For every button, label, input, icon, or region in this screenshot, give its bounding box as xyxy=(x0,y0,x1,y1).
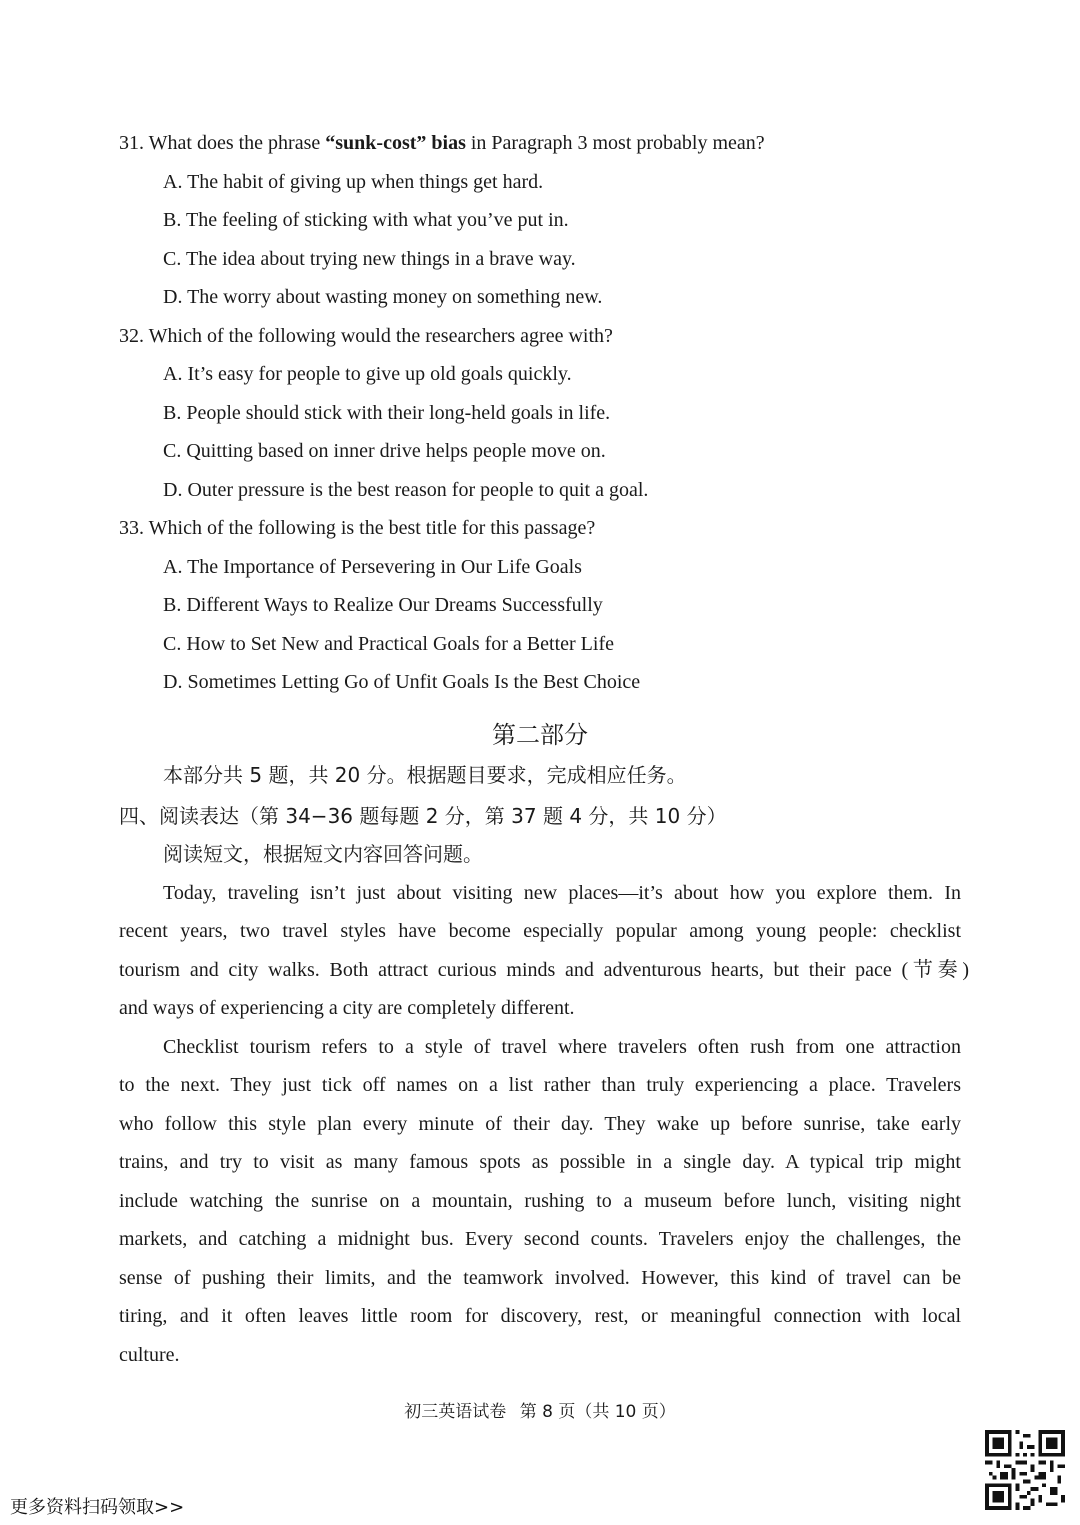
reading-instruction: 阅读短文，根据短文内容回答问题。 xyxy=(163,842,483,866)
passage-p2-line-1: Checklist tourism refers to a style of travel where travelers often rush from one attraction xyxy=(163,1036,961,1058)
question-31-stem-start: 31. What does the phrase xyxy=(119,132,326,154)
question-31-stem xyxy=(119,130,765,156)
question-32-stem: 32. Which of the following would the researchers agree with? xyxy=(119,325,613,347)
page-footer xyxy=(0,1398,1080,1425)
section-four-title: 四、阅读表达（第 34−36 题每题 2 分，第 37 题 4 分，共 10 分） xyxy=(119,804,727,828)
question-31-phrase: “sunk-cost” bias xyxy=(325,132,466,154)
passage-p1-line-4: and ways of experiencing a city are completely different. xyxy=(119,997,575,1019)
part-two-heading: 第二部分 xyxy=(492,721,588,749)
passage-p1-line-2: recent years, two travel styles have become especially popular among young people: checklist xyxy=(119,920,961,942)
question-31-stem-end: in Paragraph 3 most probably mean? xyxy=(465,132,765,154)
passage-p2-line-7: sense of pushing their limits, and the teamwork involved. However, this kind of travel can be xyxy=(119,1267,961,1289)
question-31-option-b: B. The feeling of sticking with what you’ve put in. xyxy=(163,209,569,231)
passage-p2-line-8: tiring, and it often leaves little room for discovery, rest, or meaningful connection with local xyxy=(119,1305,961,1327)
question-32-option-a: A. It’s easy for people to give up old goals quickly. xyxy=(163,363,572,385)
question-32-option-c: C. Quitting based on inner drive helps people move on. xyxy=(163,440,606,462)
question-33-option-c: C. How to Set New and Practical Goals for a Better Life xyxy=(163,633,614,655)
qr-code-icon[interactable] xyxy=(985,1430,1065,1510)
question-33-option-b: B. Different Ways to Realize Our Dreams Successfully xyxy=(163,594,603,616)
question-31-option-d: D. The worry about wasting money on something new. xyxy=(163,286,603,308)
question-32-option-d: D. Outer pressure is the best reason for people to quit a goal. xyxy=(163,479,649,501)
passage-p2-line-9: culture. xyxy=(119,1344,180,1366)
passage-p2-line-6: markets, and catching a midnight bus. Every second counts. Travelers enjoy the challenges, the xyxy=(119,1228,961,1250)
question-32-option-b: B. People should stick with their long-held goals in life. xyxy=(163,402,611,424)
question-31-option-c: C. The idea about trying new things in a brave way. xyxy=(163,248,576,270)
question-33-option-a: A. The Importance of Persevering in Our Life Goals xyxy=(163,556,582,578)
passage-p1-line-3: tourism and city walks. Both attract curious minds and adventurous hearts, but their pace (节奏) xyxy=(119,959,969,981)
passage-p2-line-2: to the next. They just tick off names on a list rather than truly experiencing a place. Travelers xyxy=(119,1074,961,1096)
passage-p2-line-5: include watching the sunrise on a mountain, rushing to a museum before lunch, visiting night xyxy=(119,1190,961,1212)
promo-text[interactable]: 更多资料扫码领取>> xyxy=(10,1497,185,1518)
part-two-intro: 本部分共 5 题，共 20 分。根据题目要求，完成相应任务。 xyxy=(163,763,687,787)
question-33-stem: 33. Which of the following is the best title for this passage? xyxy=(119,517,596,539)
passage-p2-line-3: who follow this style plan every minute of their day. They wake up before sunrise, take early xyxy=(119,1113,961,1135)
footer-page-number: 第 8 页（共 10 页） xyxy=(519,1402,676,1422)
question-33-option-d: D. Sometimes Letting Go of Unfit Goals Is the Best Choice xyxy=(163,671,641,693)
passage-p2-line-4: trains, and try to visit as many famous spots as possible in a single day. A typical trip might xyxy=(119,1151,961,1173)
footer-exam-name: 初三英语试卷 xyxy=(404,1402,507,1422)
question-31-option-a: A. The habit of giving up when things get hard. xyxy=(163,171,544,193)
passage-p1-line-1: Today, traveling isn’t just about visiting new places—it’s about how you explore them. In xyxy=(163,882,961,904)
